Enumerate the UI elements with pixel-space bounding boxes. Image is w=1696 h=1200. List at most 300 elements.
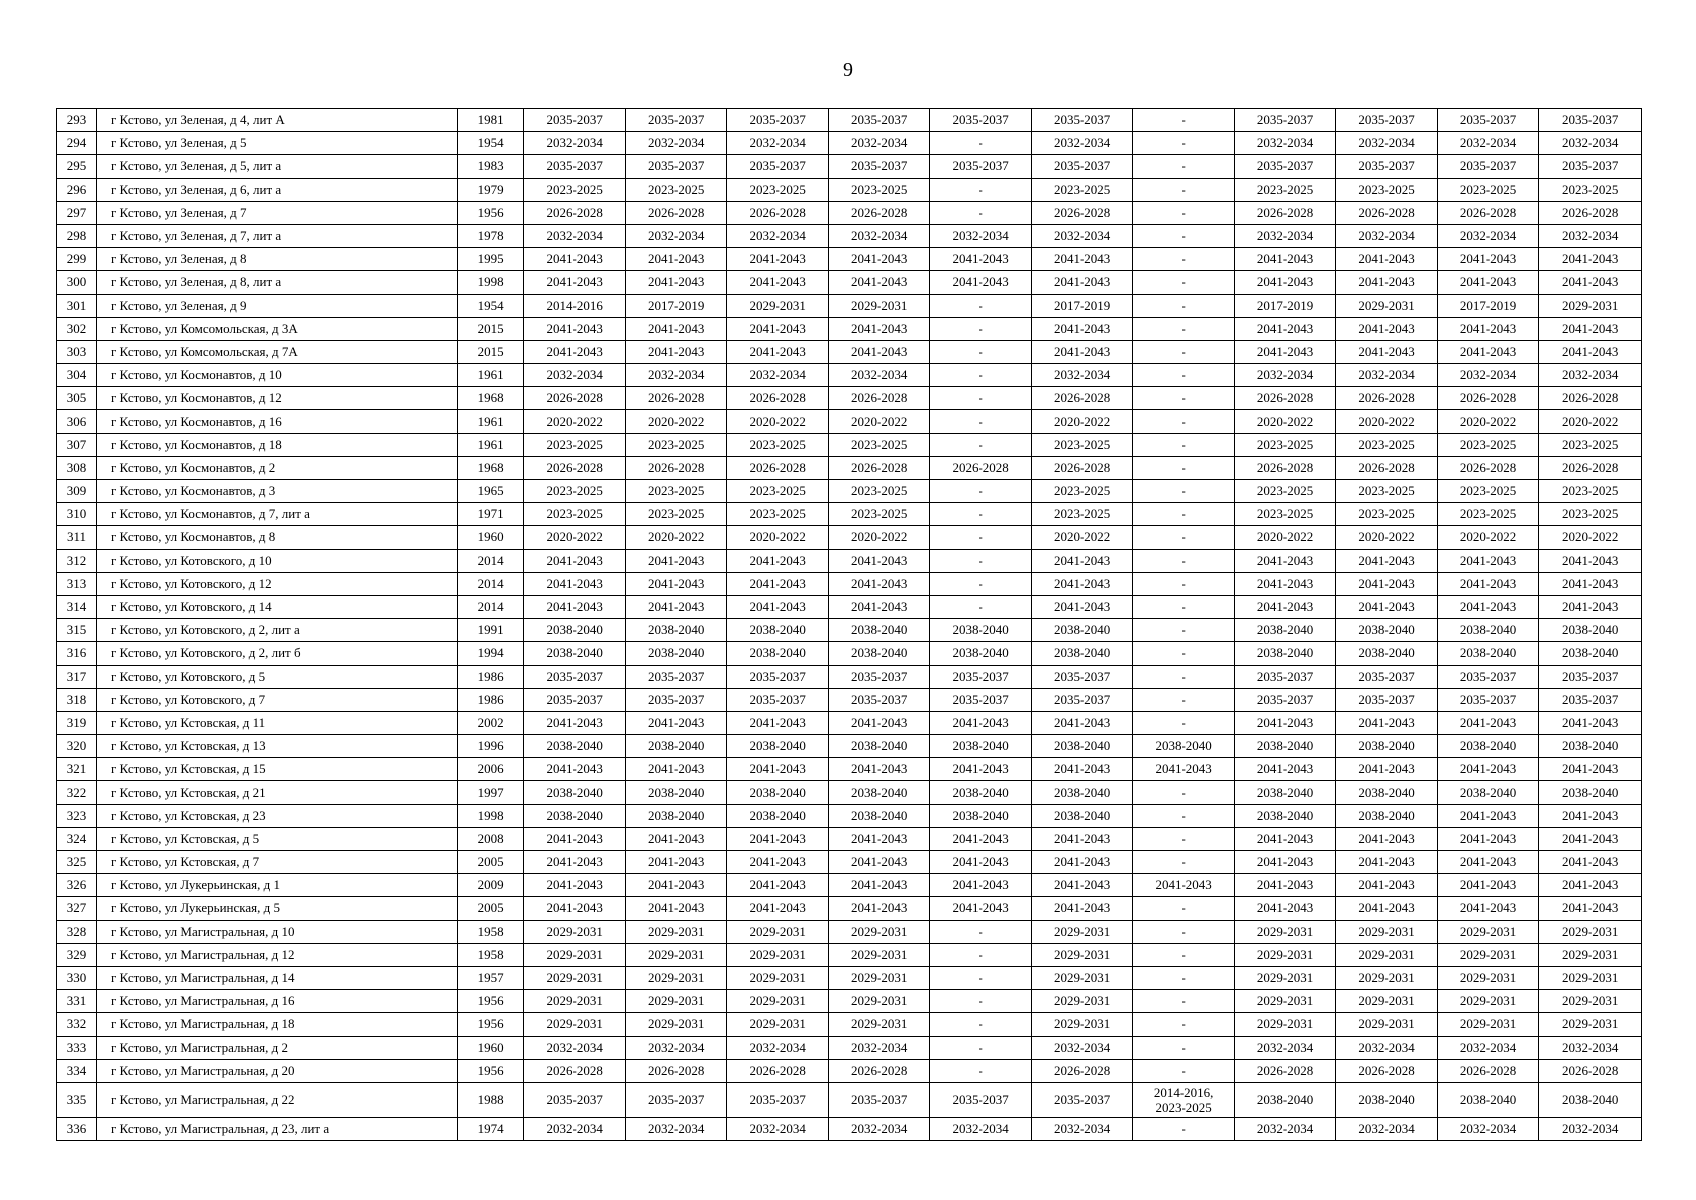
cell-address: г Кстово, ул Магистральная, д 2 bbox=[96, 1036, 457, 1059]
cell-year: 1954 bbox=[457, 294, 524, 317]
cell-year: 2009 bbox=[457, 874, 524, 897]
cell-c7: - bbox=[1133, 827, 1234, 850]
cell-c7: - bbox=[1133, 503, 1234, 526]
cell-c3: 2038-2040 bbox=[727, 781, 828, 804]
cell-c9: 2041-2043 bbox=[1336, 595, 1437, 618]
table-row bbox=[57, 642, 1642, 665]
cell-c6: 2029-2031 bbox=[1031, 990, 1132, 1013]
cell-c5: 2041-2043 bbox=[930, 874, 1031, 897]
cell-c6: 2041-2043 bbox=[1031, 851, 1132, 874]
cell-c1: 2020-2022 bbox=[524, 410, 625, 433]
cell-c8: 2041-2043 bbox=[1234, 874, 1335, 897]
cell-c5: 2041-2043 bbox=[930, 271, 1031, 294]
cell-c1: 2032-2034 bbox=[524, 224, 625, 247]
cell-c2: 2035-2037 bbox=[625, 1082, 726, 1117]
cell-c2: 2023-2025 bbox=[625, 178, 726, 201]
cell-c10: 2023-2025 bbox=[1437, 178, 1538, 201]
cell-c7: - bbox=[1133, 178, 1234, 201]
cell-c6: 2041-2043 bbox=[1031, 271, 1132, 294]
cell-c1: 2023-2025 bbox=[524, 503, 625, 526]
cell-c6: 2041-2043 bbox=[1031, 711, 1132, 734]
cell-c2: 2038-2040 bbox=[625, 804, 726, 827]
cell-c1: 2041-2043 bbox=[524, 711, 625, 734]
cell-c6: 2026-2028 bbox=[1031, 456, 1132, 479]
cell-c2: 2041-2043 bbox=[625, 827, 726, 850]
cell-year: 1968 bbox=[457, 387, 524, 410]
cell-num: 319 bbox=[57, 711, 97, 734]
cell-c10: 2026-2028 bbox=[1437, 456, 1538, 479]
cell-c11: 2020-2022 bbox=[1539, 410, 1642, 433]
cell-c11: 2023-2025 bbox=[1539, 503, 1642, 526]
cell-c6: 2041-2043 bbox=[1031, 317, 1132, 340]
cell-c4: 2041-2043 bbox=[828, 340, 929, 363]
cell-c1: 2038-2040 bbox=[524, 619, 625, 642]
cell-c7: - bbox=[1133, 966, 1234, 989]
cell-c10: 2017-2019 bbox=[1437, 294, 1538, 317]
cell-c5: - bbox=[930, 595, 1031, 618]
cell-c8: 2041-2043 bbox=[1234, 711, 1335, 734]
table-row bbox=[57, 572, 1642, 595]
cell-c4: 2041-2043 bbox=[828, 711, 929, 734]
cell-c9: 2032-2034 bbox=[1336, 1117, 1437, 1140]
cell-c10: 2041-2043 bbox=[1437, 572, 1538, 595]
table-row bbox=[57, 317, 1642, 340]
cell-c2: 2026-2028 bbox=[625, 387, 726, 410]
cell-c4: 2029-2031 bbox=[828, 966, 929, 989]
cell-c10: 2020-2022 bbox=[1437, 526, 1538, 549]
cell-num: 320 bbox=[57, 735, 97, 758]
cell-c8: 2032-2034 bbox=[1234, 224, 1335, 247]
cell-c6: 2029-2031 bbox=[1031, 966, 1132, 989]
cell-c5: 2041-2043 bbox=[930, 827, 1031, 850]
cell-c3: 2026-2028 bbox=[727, 1059, 828, 1082]
cell-c1: 2029-2031 bbox=[524, 943, 625, 966]
cell-year: 1981 bbox=[457, 109, 524, 132]
cell-c3: 2035-2037 bbox=[727, 1082, 828, 1117]
table-row bbox=[57, 526, 1642, 549]
cell-c6: 2023-2025 bbox=[1031, 480, 1132, 503]
cell-c2: 2041-2043 bbox=[625, 595, 726, 618]
cell-num: 335 bbox=[57, 1082, 97, 1117]
cell-c4: 2038-2040 bbox=[828, 619, 929, 642]
cell-num: 333 bbox=[57, 1036, 97, 1059]
cell-address: г Кстово, ул Зеленая, д 6, лит а bbox=[96, 178, 457, 201]
cell-address: г Кстово, ул Лукерьинская, д 1 bbox=[96, 874, 457, 897]
cell-c1: 2032-2034 bbox=[524, 1117, 625, 1140]
cell-num: 334 bbox=[57, 1059, 97, 1082]
cell-c7: - bbox=[1133, 1036, 1234, 1059]
cell-c5: 2038-2040 bbox=[930, 735, 1031, 758]
cell-c3: 2041-2043 bbox=[727, 317, 828, 340]
cell-c1: 2041-2043 bbox=[524, 897, 625, 920]
cell-c6: 2017-2019 bbox=[1031, 294, 1132, 317]
cell-c8: 2029-2031 bbox=[1234, 990, 1335, 1013]
cell-c11: 2038-2040 bbox=[1539, 735, 1642, 758]
cell-num: 330 bbox=[57, 966, 97, 989]
cell-num: 321 bbox=[57, 758, 97, 781]
cell-c11: 2041-2043 bbox=[1539, 758, 1642, 781]
cell-c8: 2032-2034 bbox=[1234, 1117, 1335, 1140]
cell-address: г Кстово, ул Кстовская, д 15 bbox=[96, 758, 457, 781]
cell-address: г Кстово, ул Космонавтов, д 3 bbox=[96, 480, 457, 503]
cell-c7: - bbox=[1133, 155, 1234, 178]
cell-c2: 2026-2028 bbox=[625, 1059, 726, 1082]
cell-c3: 2035-2037 bbox=[727, 688, 828, 711]
cell-c1: 2023-2025 bbox=[524, 178, 625, 201]
cell-c5: - bbox=[930, 410, 1031, 433]
cell-c3: 2023-2025 bbox=[727, 433, 828, 456]
cell-c11: 2035-2037 bbox=[1539, 155, 1642, 178]
cell-c7: - bbox=[1133, 781, 1234, 804]
cell-c6: 2023-2025 bbox=[1031, 178, 1132, 201]
cell-c10: 2035-2037 bbox=[1437, 109, 1538, 132]
cell-c7: - bbox=[1133, 526, 1234, 549]
cell-address: г Кстово, ул Кстовская, д 11 bbox=[96, 711, 457, 734]
cell-c4: 2038-2040 bbox=[828, 781, 929, 804]
cell-num: 300 bbox=[57, 271, 97, 294]
cell-c1: 2032-2034 bbox=[524, 132, 625, 155]
cell-c11: 2026-2028 bbox=[1539, 387, 1642, 410]
cell-c2: 2020-2022 bbox=[625, 526, 726, 549]
cell-c9: 2035-2037 bbox=[1336, 688, 1437, 711]
cell-c6: 2029-2031 bbox=[1031, 943, 1132, 966]
cell-address: г Кстово, ул Космонавтов, д 10 bbox=[96, 364, 457, 387]
cell-c7: - bbox=[1133, 688, 1234, 711]
cell-c8: 2041-2043 bbox=[1234, 572, 1335, 595]
cell-year: 1958 bbox=[457, 920, 524, 943]
cell-c8: 2038-2040 bbox=[1234, 804, 1335, 827]
cell-year: 2014 bbox=[457, 572, 524, 595]
cell-year: 2014 bbox=[457, 549, 524, 572]
cell-c8: 2020-2022 bbox=[1234, 526, 1335, 549]
cell-year: 2002 bbox=[457, 711, 524, 734]
cell-c10: 2041-2043 bbox=[1437, 271, 1538, 294]
cell-c4: 2041-2043 bbox=[828, 595, 929, 618]
cell-c2: 2029-2031 bbox=[625, 966, 726, 989]
cell-c6: 2038-2040 bbox=[1031, 619, 1132, 642]
cell-address: г Кстово, ул Котовского, д 2, лит б bbox=[96, 642, 457, 665]
cell-address: г Кстово, ул Кстовская, д 13 bbox=[96, 735, 457, 758]
cell-c6: 2023-2025 bbox=[1031, 433, 1132, 456]
cell-c6: 2035-2037 bbox=[1031, 109, 1132, 132]
cell-c6: 2041-2043 bbox=[1031, 340, 1132, 363]
cell-num: 336 bbox=[57, 1117, 97, 1140]
cell-c1: 2014-2016 bbox=[524, 294, 625, 317]
cell-c3: 2041-2043 bbox=[727, 827, 828, 850]
table-row bbox=[57, 364, 1642, 387]
cell-c3: 2029-2031 bbox=[727, 1013, 828, 1036]
cell-year: 1956 bbox=[457, 1059, 524, 1082]
cell-c8: 2032-2034 bbox=[1234, 364, 1335, 387]
cell-c8: 2035-2037 bbox=[1234, 688, 1335, 711]
cell-num: 298 bbox=[57, 224, 97, 247]
cell-address: г Кстово, ул Котовского, д 14 bbox=[96, 595, 457, 618]
cell-c10: 2038-2040 bbox=[1437, 781, 1538, 804]
table-row bbox=[57, 387, 1642, 410]
cell-c3: 2020-2022 bbox=[727, 526, 828, 549]
cell-c10: 2032-2034 bbox=[1437, 132, 1538, 155]
cell-c11: 2029-2031 bbox=[1539, 943, 1642, 966]
cell-c5: 2035-2037 bbox=[930, 1082, 1031, 1117]
cell-address: г Кстово, ул Космонавтов, д 18 bbox=[96, 433, 457, 456]
cell-c3: 2032-2034 bbox=[727, 1117, 828, 1140]
cell-c3: 2041-2043 bbox=[727, 874, 828, 897]
cell-num: 312 bbox=[57, 549, 97, 572]
cell-c2: 2032-2034 bbox=[625, 132, 726, 155]
cell-year: 1961 bbox=[457, 410, 524, 433]
cell-c1: 2035-2037 bbox=[524, 665, 625, 688]
cell-num: 329 bbox=[57, 943, 97, 966]
cell-c11: 2035-2037 bbox=[1539, 665, 1642, 688]
cell-c8: 2041-2043 bbox=[1234, 248, 1335, 271]
cell-c8: 2041-2043 bbox=[1234, 549, 1335, 572]
cell-c11: 2041-2043 bbox=[1539, 248, 1642, 271]
cell-c9: 2041-2043 bbox=[1336, 758, 1437, 781]
cell-c9: 2041-2043 bbox=[1336, 271, 1437, 294]
cell-c10: 2041-2043 bbox=[1437, 874, 1538, 897]
cell-c2: 2041-2043 bbox=[625, 549, 726, 572]
table-row bbox=[57, 456, 1642, 479]
cell-c11: 2020-2022 bbox=[1539, 526, 1642, 549]
cell-c11: 2032-2034 bbox=[1539, 132, 1642, 155]
cell-c6: 2032-2034 bbox=[1031, 364, 1132, 387]
cell-c8: 2041-2043 bbox=[1234, 827, 1335, 850]
page-number: 9 bbox=[843, 59, 853, 81]
cell-num: 311 bbox=[57, 526, 97, 549]
cell-c8: 2038-2040 bbox=[1234, 735, 1335, 758]
cell-c2: 2026-2028 bbox=[625, 456, 726, 479]
cell-c5: - bbox=[930, 1059, 1031, 1082]
cell-year: 1960 bbox=[457, 526, 524, 549]
cell-c11: 2041-2043 bbox=[1539, 317, 1642, 340]
cell-c10: 2035-2037 bbox=[1437, 665, 1538, 688]
cell-num: 316 bbox=[57, 642, 97, 665]
cell-year: 2005 bbox=[457, 897, 524, 920]
cell-c4: 2041-2043 bbox=[828, 827, 929, 850]
cell-c8: 2032-2034 bbox=[1234, 132, 1335, 155]
cell-c11: 2029-2031 bbox=[1539, 966, 1642, 989]
cell-year: 1974 bbox=[457, 1117, 524, 1140]
cell-c2: 2032-2034 bbox=[625, 1117, 726, 1140]
cell-c7: - bbox=[1133, 132, 1234, 155]
cell-c8: 2029-2031 bbox=[1234, 1013, 1335, 1036]
cell-num: 303 bbox=[57, 340, 97, 363]
cell-c4: 2029-2031 bbox=[828, 920, 929, 943]
cell-c9: 2023-2025 bbox=[1336, 503, 1437, 526]
cell-c9: 2026-2028 bbox=[1336, 1059, 1437, 1082]
table-row bbox=[57, 549, 1642, 572]
cell-address: г Кстово, ул Зеленая, д 7, лит а bbox=[96, 224, 457, 247]
cell-c5: - bbox=[930, 549, 1031, 572]
cell-c10: 2038-2040 bbox=[1437, 735, 1538, 758]
cell-c5: - bbox=[930, 294, 1031, 317]
cell-c9: 2041-2043 bbox=[1336, 340, 1437, 363]
cell-c4: 2041-2043 bbox=[828, 758, 929, 781]
cell-c3: 2032-2034 bbox=[727, 132, 828, 155]
cell-c7: - bbox=[1133, 294, 1234, 317]
cell-c7: - bbox=[1133, 619, 1234, 642]
cell-c10: 2041-2043 bbox=[1437, 340, 1538, 363]
cell-c3: 2032-2034 bbox=[727, 364, 828, 387]
cell-c2: 2038-2040 bbox=[625, 619, 726, 642]
cell-c9: 2041-2043 bbox=[1336, 572, 1437, 595]
cell-num: 331 bbox=[57, 990, 97, 1013]
cell-c10: 2029-2031 bbox=[1437, 1013, 1538, 1036]
cell-c5: - bbox=[930, 364, 1031, 387]
cell-c10: 2023-2025 bbox=[1437, 480, 1538, 503]
cell-c5: 2035-2037 bbox=[930, 665, 1031, 688]
cell-num: 307 bbox=[57, 433, 97, 456]
cell-address: г Кстово, ул Зеленая, д 8, лит а bbox=[96, 271, 457, 294]
cell-c6: 2029-2031 bbox=[1031, 1013, 1132, 1036]
cell-c1: 2041-2043 bbox=[524, 827, 625, 850]
cell-c6: 2041-2043 bbox=[1031, 595, 1132, 618]
cell-c4: 2041-2043 bbox=[828, 549, 929, 572]
cell-c7: - bbox=[1133, 920, 1234, 943]
cell-c10: 2026-2028 bbox=[1437, 201, 1538, 224]
table-row bbox=[57, 943, 1642, 966]
cell-c4: 2023-2025 bbox=[828, 480, 929, 503]
cell-c2: 2041-2043 bbox=[625, 248, 726, 271]
cell-c3: 2035-2037 bbox=[727, 155, 828, 178]
cell-c9: 2020-2022 bbox=[1336, 410, 1437, 433]
cell-c10: 2029-2031 bbox=[1437, 943, 1538, 966]
cell-c1: 2035-2037 bbox=[524, 1082, 625, 1117]
cell-c8: 2041-2043 bbox=[1234, 317, 1335, 340]
cell-address: г Кстово, ул Котовского, д 7 bbox=[96, 688, 457, 711]
cell-num: 302 bbox=[57, 317, 97, 340]
cell-c6: 2035-2037 bbox=[1031, 1082, 1132, 1117]
cell-c4: 2032-2034 bbox=[828, 1117, 929, 1140]
table-body bbox=[57, 109, 1642, 1141]
cell-year: 1998 bbox=[457, 271, 524, 294]
cell-c2: 2041-2043 bbox=[625, 874, 726, 897]
cell-c10: 2038-2040 bbox=[1437, 619, 1538, 642]
cell-num: 297 bbox=[57, 201, 97, 224]
cell-c2: 2035-2037 bbox=[625, 665, 726, 688]
cell-year: 1965 bbox=[457, 480, 524, 503]
cell-year: 1996 bbox=[457, 735, 524, 758]
cell-c1: 2029-2031 bbox=[524, 966, 625, 989]
cell-c4: 2041-2043 bbox=[828, 317, 929, 340]
cell-c10: 2041-2043 bbox=[1437, 804, 1538, 827]
cell-c3: 2041-2043 bbox=[727, 572, 828, 595]
table-row bbox=[57, 688, 1642, 711]
cell-c8: 2041-2043 bbox=[1234, 340, 1335, 363]
cell-c11: 2029-2031 bbox=[1539, 920, 1642, 943]
cell-c2: 2032-2034 bbox=[625, 1036, 726, 1059]
cell-c10: 2041-2043 bbox=[1437, 549, 1538, 572]
cell-c7: 2038-2040 bbox=[1133, 735, 1234, 758]
cell-c11: 2032-2034 bbox=[1539, 1036, 1642, 1059]
cell-num: 308 bbox=[57, 456, 97, 479]
cell-c7: - bbox=[1133, 1117, 1234, 1140]
cell-address: г Кстово, ул Лукерьинская, д 5 bbox=[96, 897, 457, 920]
cell-c5: 2035-2037 bbox=[930, 688, 1031, 711]
cell-c7: - bbox=[1133, 851, 1234, 874]
cell-c4: 2026-2028 bbox=[828, 201, 929, 224]
cell-c10: 2029-2031 bbox=[1437, 966, 1538, 989]
table-row bbox=[57, 410, 1642, 433]
cell-c7: - bbox=[1133, 897, 1234, 920]
cell-c1: 2038-2040 bbox=[524, 642, 625, 665]
cell-c4: 2035-2037 bbox=[828, 155, 929, 178]
cell-c8: 2023-2025 bbox=[1234, 178, 1335, 201]
cell-c7: - bbox=[1133, 410, 1234, 433]
cell-c2: 2035-2037 bbox=[625, 688, 726, 711]
cell-c4: 2023-2025 bbox=[828, 503, 929, 526]
cell-address: г Кстово, ул Комсомольская, д 7А bbox=[96, 340, 457, 363]
cell-num: 294 bbox=[57, 132, 97, 155]
cell-c4: 2035-2037 bbox=[828, 1082, 929, 1117]
cell-c8: 2026-2028 bbox=[1234, 387, 1335, 410]
cell-year: 1979 bbox=[457, 178, 524, 201]
cell-c10: 2035-2037 bbox=[1437, 155, 1538, 178]
cell-c5: - bbox=[930, 132, 1031, 155]
cell-c4: 2026-2028 bbox=[828, 1059, 929, 1082]
cell-c6: 2020-2022 bbox=[1031, 410, 1132, 433]
cell-c7: - bbox=[1133, 248, 1234, 271]
cell-year: 1956 bbox=[457, 1013, 524, 1036]
cell-c4: 2041-2043 bbox=[828, 248, 929, 271]
cell-c1: 2023-2025 bbox=[524, 480, 625, 503]
cell-c2: 2035-2037 bbox=[625, 155, 726, 178]
cell-c10: 2041-2043 bbox=[1437, 248, 1538, 271]
cell-c6: 2032-2034 bbox=[1031, 1117, 1132, 1140]
cell-c9: 2029-2031 bbox=[1336, 990, 1437, 1013]
cell-address: г Кстово, ул Зеленая, д 9 bbox=[96, 294, 457, 317]
cell-address: г Кстово, ул Космонавтов, д 7, лит а bbox=[96, 503, 457, 526]
cell-c4: 2041-2043 bbox=[828, 897, 929, 920]
cell-c11: 2041-2043 bbox=[1539, 804, 1642, 827]
cell-c11: 2032-2034 bbox=[1539, 224, 1642, 247]
cell-c5: - bbox=[930, 387, 1031, 410]
cell-address: г Кстово, ул Котовского, д 12 bbox=[96, 572, 457, 595]
cell-c5: - bbox=[930, 503, 1031, 526]
cell-num: 326 bbox=[57, 874, 97, 897]
cell-c3: 2026-2028 bbox=[727, 456, 828, 479]
cell-c1: 2041-2043 bbox=[524, 340, 625, 363]
cell-c9: 2038-2040 bbox=[1336, 735, 1437, 758]
table-row bbox=[57, 271, 1642, 294]
cell-c8: 2038-2040 bbox=[1234, 781, 1335, 804]
cell-c1: 2035-2037 bbox=[524, 155, 625, 178]
table-row bbox=[57, 248, 1642, 271]
cell-c8: 2017-2019 bbox=[1234, 294, 1335, 317]
cell-num: 317 bbox=[57, 665, 97, 688]
cell-address: г Кстово, ул Кстовская, д 23 bbox=[96, 804, 457, 827]
cell-c10: 2041-2043 bbox=[1437, 827, 1538, 850]
table-row bbox=[57, 781, 1642, 804]
cell-c10: 2041-2043 bbox=[1437, 595, 1538, 618]
cell-num: 293 bbox=[57, 109, 97, 132]
cell-year: 2015 bbox=[457, 340, 524, 363]
cell-c6: 2038-2040 bbox=[1031, 642, 1132, 665]
cell-c4: 2032-2034 bbox=[828, 224, 929, 247]
cell-c3: 2038-2040 bbox=[727, 804, 828, 827]
cell-year: 1956 bbox=[457, 201, 524, 224]
cell-c3: 2041-2043 bbox=[727, 248, 828, 271]
cell-c3: 2041-2043 bbox=[727, 595, 828, 618]
cell-c3: 2032-2034 bbox=[727, 224, 828, 247]
cell-c1: 2038-2040 bbox=[524, 781, 625, 804]
cell-c9: 2026-2028 bbox=[1336, 387, 1437, 410]
cell-address: г Кстово, ул Котовского, д 2, лит а bbox=[96, 619, 457, 642]
cell-c10: 2029-2031 bbox=[1437, 990, 1538, 1013]
cell-c9: 2029-2031 bbox=[1336, 294, 1437, 317]
cell-c8: 2020-2022 bbox=[1234, 410, 1335, 433]
cell-c4: 2020-2022 bbox=[828, 526, 929, 549]
